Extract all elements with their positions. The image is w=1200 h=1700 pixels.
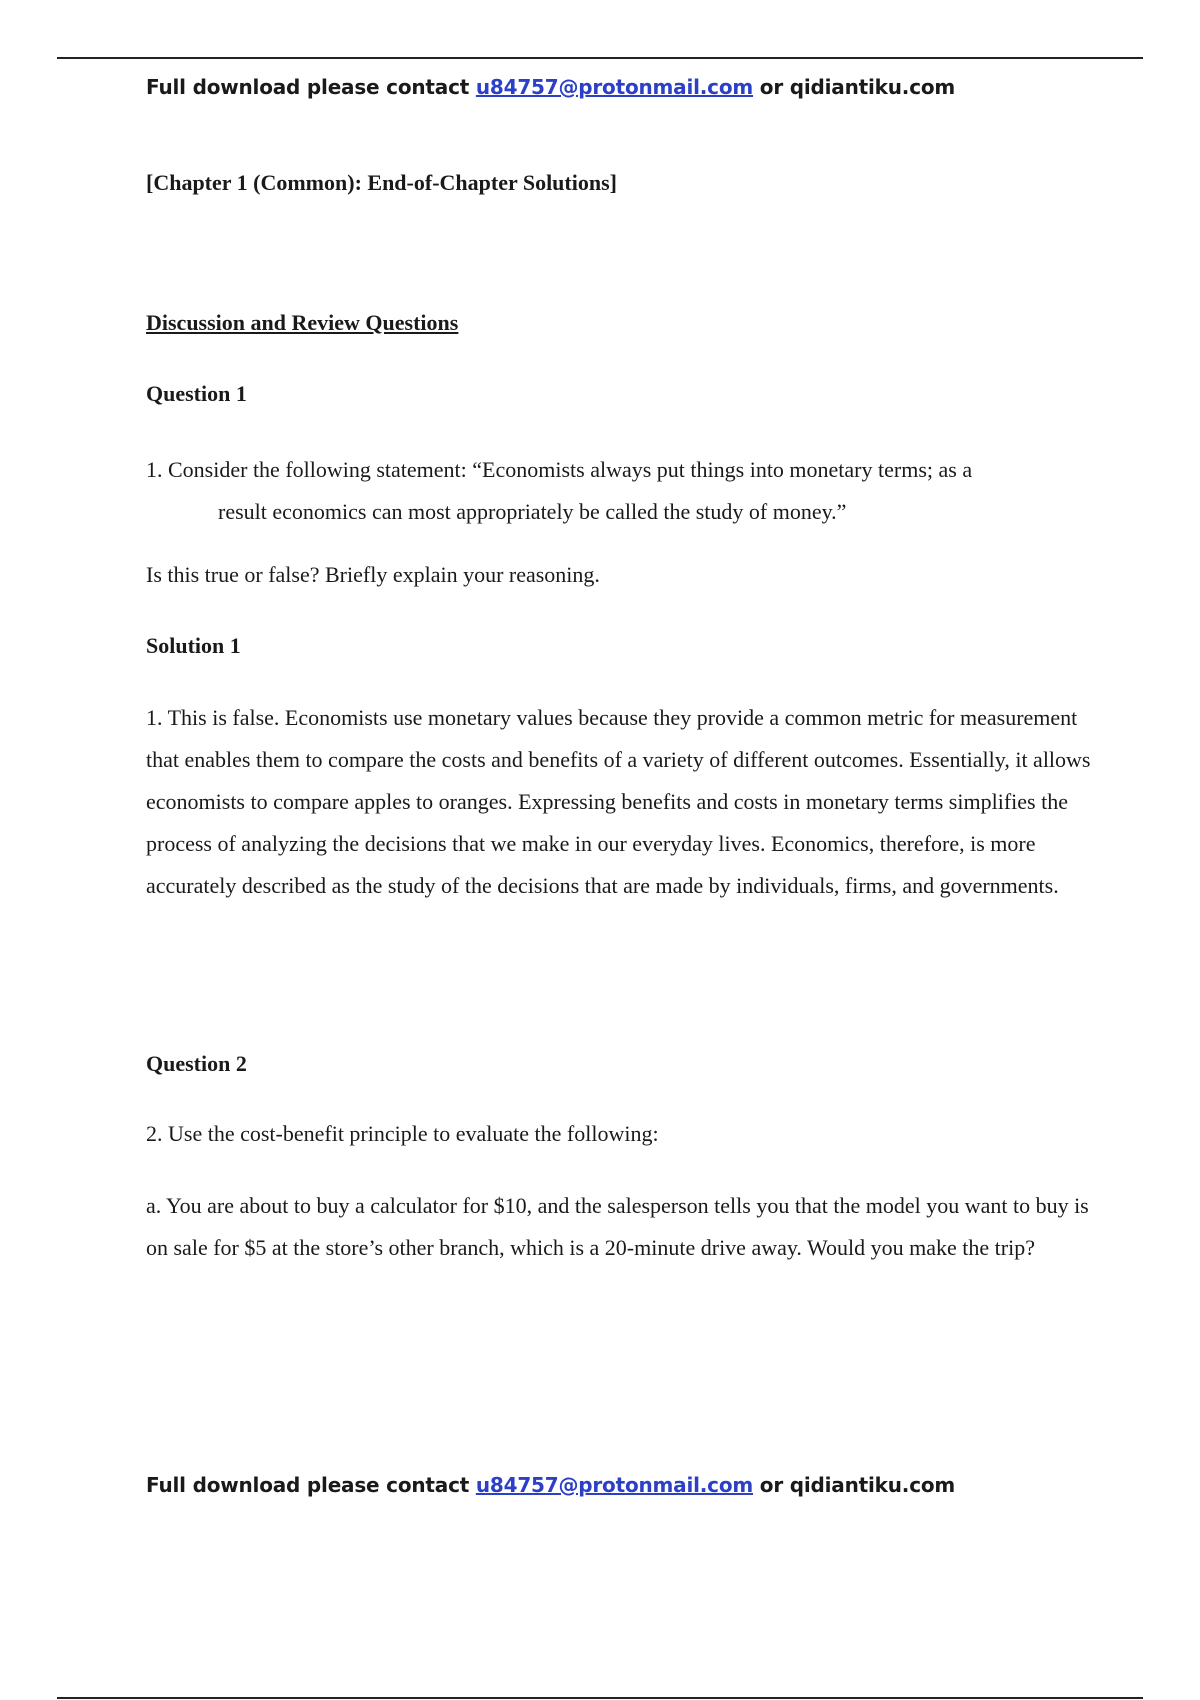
question-1-line-2: result economics can most appropriately be called the study of money.”	[218, 499, 847, 524]
header-contact-suffix: or qidiantiku.com	[753, 75, 956, 99]
header-email-link[interactable]: u84757@protonmail.com	[475, 75, 754, 99]
solution-1-heading: Solution 1	[146, 633, 241, 658]
question-2-text: 2. Use the cost-benefit principle to evaluate the following:	[146, 1121, 659, 1146]
section-heading: Discussion and Review Questions	[146, 310, 459, 335]
footer-contact-line	[146, 1471, 955, 1499]
footer-contact-suffix: or qidiantiku.com	[753, 1473, 956, 1497]
question-1-heading: Question 1	[146, 381, 247, 406]
question-1-prompt: Is this true or false? Briefly explain your reasoning.	[146, 562, 600, 587]
solution-1-text: 1. This is false. Economists use monetary values because they provide a common metric for measurement that enables them to compare the costs and benefits of a variety of different outcomes. Essentially, it allows economists to compare apples to oranges. Expressing benefits and costs in monetary terms simplifies the process of analyzing the decisions that we make in our everyday lives. Economics, therefore, is more accurately described as the study of the decisions that are made by individuals, firms, and governments.	[146, 705, 1091, 898]
footer-contact-prefix: Full download please contact	[146, 1473, 476, 1497]
question-1-line-1: 1. Consider the following statement: “Economists always put things into monetary terms; as a	[146, 457, 973, 482]
header-contact-prefix: Full download please contact	[146, 75, 476, 99]
question-2-heading: Question 2	[146, 1051, 247, 1076]
question-1-text	[146, 449, 1076, 533]
question-2a-text: a. You are about to buy a calculator for $10, and the salesperson tells you that the model you want to buy is on sale for $5 at the store’s other branch, which is a 20-minute drive away. Would you make the trip?	[146, 1193, 1089, 1260]
top-rule	[57, 57, 1143, 59]
footer-email-link[interactable]: u84757@protonmail.com	[475, 1473, 754, 1497]
header-contact-line	[146, 73, 955, 101]
chapter-title: [Chapter 1 (Common): End-of-Chapter Solutions]	[146, 170, 617, 195]
bottom-rule	[57, 1697, 1143, 1699]
